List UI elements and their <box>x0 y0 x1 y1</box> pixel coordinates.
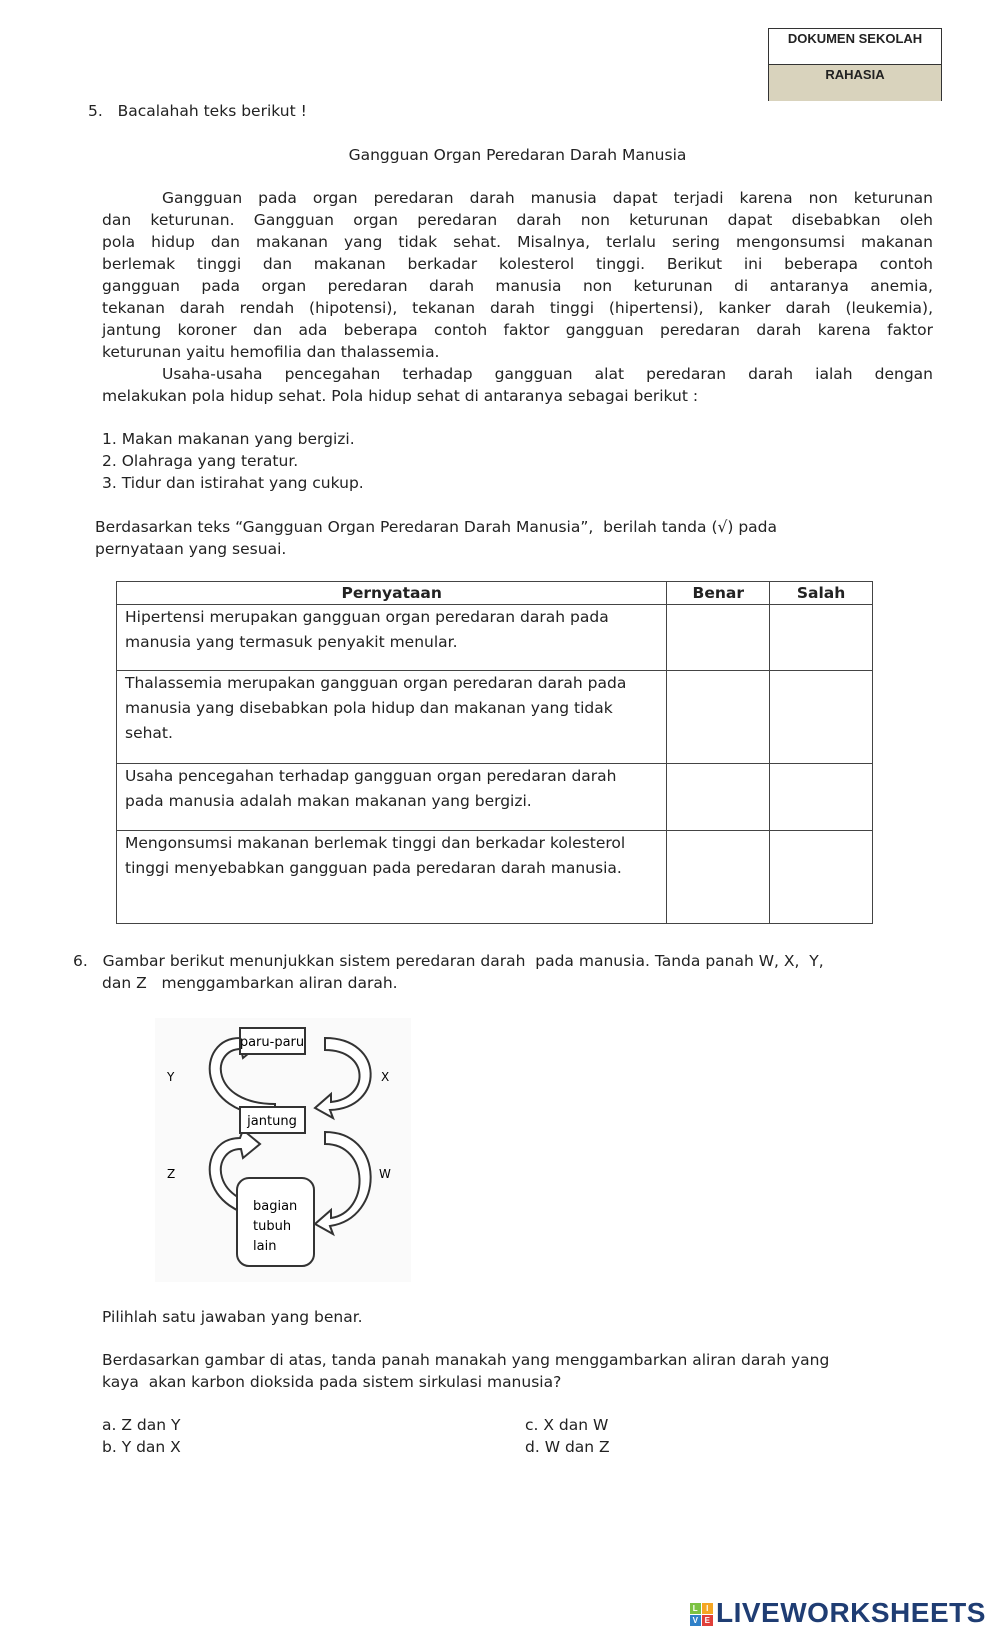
logo-letter: L <box>690 1603 701 1614</box>
circulation-diagram <box>155 1018 411 1282</box>
paragraph-line: melakukan pola hidup sehat. Pola hidup sehat di antaranya sebagai berikut : <box>102 387 699 405</box>
header-statement: Pernyataan <box>117 582 667 605</box>
list-item: 1. Makan makanan yang bergizi. <box>102 430 355 448</box>
paragraph-line: Usaha-usaha pencegahan terhadap gangguan alat peredaran darah ialah dengan <box>162 365 933 383</box>
true-checkbox-cell[interactable] <box>667 764 770 831</box>
heart-label: jantung <box>247 1114 297 1129</box>
false-checkbox-cell[interactable] <box>770 831 873 924</box>
paragraph-line: gangguan pada organ peredaran darah manusia non keturunan di antaranya anemia, <box>102 277 933 295</box>
q6-question-line: 6. Gambar berikut menunjukkan sistem peredaran darah pada manusia. Tanda panah W, X, Y, <box>73 952 824 970</box>
true-checkbox-cell[interactable] <box>667 831 770 924</box>
q5-question-line: pernyataan yang sesuai. <box>95 540 287 558</box>
q6-prompt-line: Berdasarkan gambar di atas, tanda panah manakah yang menggambarkan aliran darah yang <box>102 1351 830 1369</box>
label-y: Y <box>167 1070 175 1084</box>
paragraph-line: Gangguan pada organ peredaran darah manusia dapat terjadi karena non keturunan <box>162 189 933 207</box>
document-classification-box <box>768 28 942 101</box>
q6-prompt-line: kaya akan karbon dioksida pada sistem sirkulasi manusia? <box>102 1373 562 1391</box>
label-w: W <box>379 1167 391 1181</box>
q6-instruction: Pilihlah satu jawaban yang benar. <box>102 1308 363 1326</box>
statement-text: Mengonsumsi makanan berlemak tinggi dan berkadar kolesterol tinggi menyebabkan gangguan pada peredaran darah manusia. <box>117 831 667 924</box>
body-label: tubuh <box>253 1219 292 1234</box>
paragraph-line: jantung koroner dan ada beberapa contoh faktor gangguan peredaran darah karena faktor <box>102 321 933 339</box>
liveworksheets-logo <box>690 1597 986 1629</box>
paragraph-line: pola hidup dan makanan yang tidak sehat. Misalnya, terlalu sering mengonsumsi makanan <box>102 233 933 251</box>
option-b[interactable]: b. Y dan X <box>102 1438 181 1456</box>
option-a[interactable]: a. Z dan Y <box>102 1416 181 1434</box>
header-false: Salah <box>770 582 873 605</box>
false-checkbox-cell[interactable] <box>770 605 873 671</box>
statement-text: Usaha pencegahan terhadap gangguan organ peredaran darah pada manusia adalah makan makanan yang bergizi. <box>117 764 667 831</box>
logo-letter: V <box>690 1615 701 1626</box>
paragraph-line: tekanan darah rendah (hipotensi), tekanan darah tinggi (hipertensi), kanker darah (leukemia), <box>102 299 933 317</box>
statement-text: Hipertensi merupakan gangguan organ peredaran darah pada manusia yang termasuk penyakit menular. <box>117 605 667 671</box>
doc-box-bottom: RAHASIA <box>769 65 941 101</box>
list-item: 3. Tidur dan istirahat yang cukup. <box>102 474 364 492</box>
label-z: Z <box>167 1167 176 1181</box>
body-label: lain <box>253 1239 277 1254</box>
false-checkbox-cell[interactable] <box>770 671 873 764</box>
q6-question-line: dan Z menggambarkan aliran darah. <box>102 974 398 992</box>
logo-letter: I <box>702 1603 713 1614</box>
false-checkbox-cell[interactable] <box>770 764 873 831</box>
q5-instruction: 5. Bacalahah teks berikut ! <box>88 102 307 120</box>
doc-box-top: DOKUMEN SEKOLAH <box>769 29 941 65</box>
label-x: X <box>381 1070 390 1084</box>
statement-table <box>116 581 873 924</box>
lungs-label: paru-paru <box>239 1035 305 1050</box>
paragraph-line: dan keturunan. Gangguan organ peredaran darah non keturunan dapat disebabkan oleh <box>102 211 933 229</box>
list-item: 2. Olahraga yang teratur. <box>102 452 299 470</box>
option-d[interactable]: d. W dan Z <box>525 1438 610 1456</box>
body-label: bagian <box>253 1199 298 1214</box>
true-checkbox-cell[interactable] <box>667 605 770 671</box>
logo-letter: E <box>702 1615 713 1626</box>
true-checkbox-cell[interactable] <box>667 671 770 764</box>
header-true: Benar <box>667 582 770 605</box>
logo-text: LIVEWORKSHEETS <box>716 1597 986 1628</box>
paragraph-line: keturunan yaitu hemofilia dan thalassemia. <box>102 343 440 361</box>
statement-text: Thalassemia merupakan gangguan organ peredaran darah pada manusia yang disebabkan pola hidup dan makanan yang tidak sehat. <box>117 671 667 764</box>
passage-title: Gangguan Organ Peredaran Darah Manusia <box>348 146 687 164</box>
logo-icon <box>690 1603 713 1626</box>
option-c[interactable]: c. X dan W <box>525 1416 609 1434</box>
q5-question-line: Berdasarkan teks “Gangguan Organ Peredaran Darah Manusia”, berilah tanda (√) pada <box>95 518 778 536</box>
paragraph-line: berlemak tinggi dan makanan berkadar kolesterol tinggi. Berikut ini beberapa contoh <box>102 255 933 273</box>
